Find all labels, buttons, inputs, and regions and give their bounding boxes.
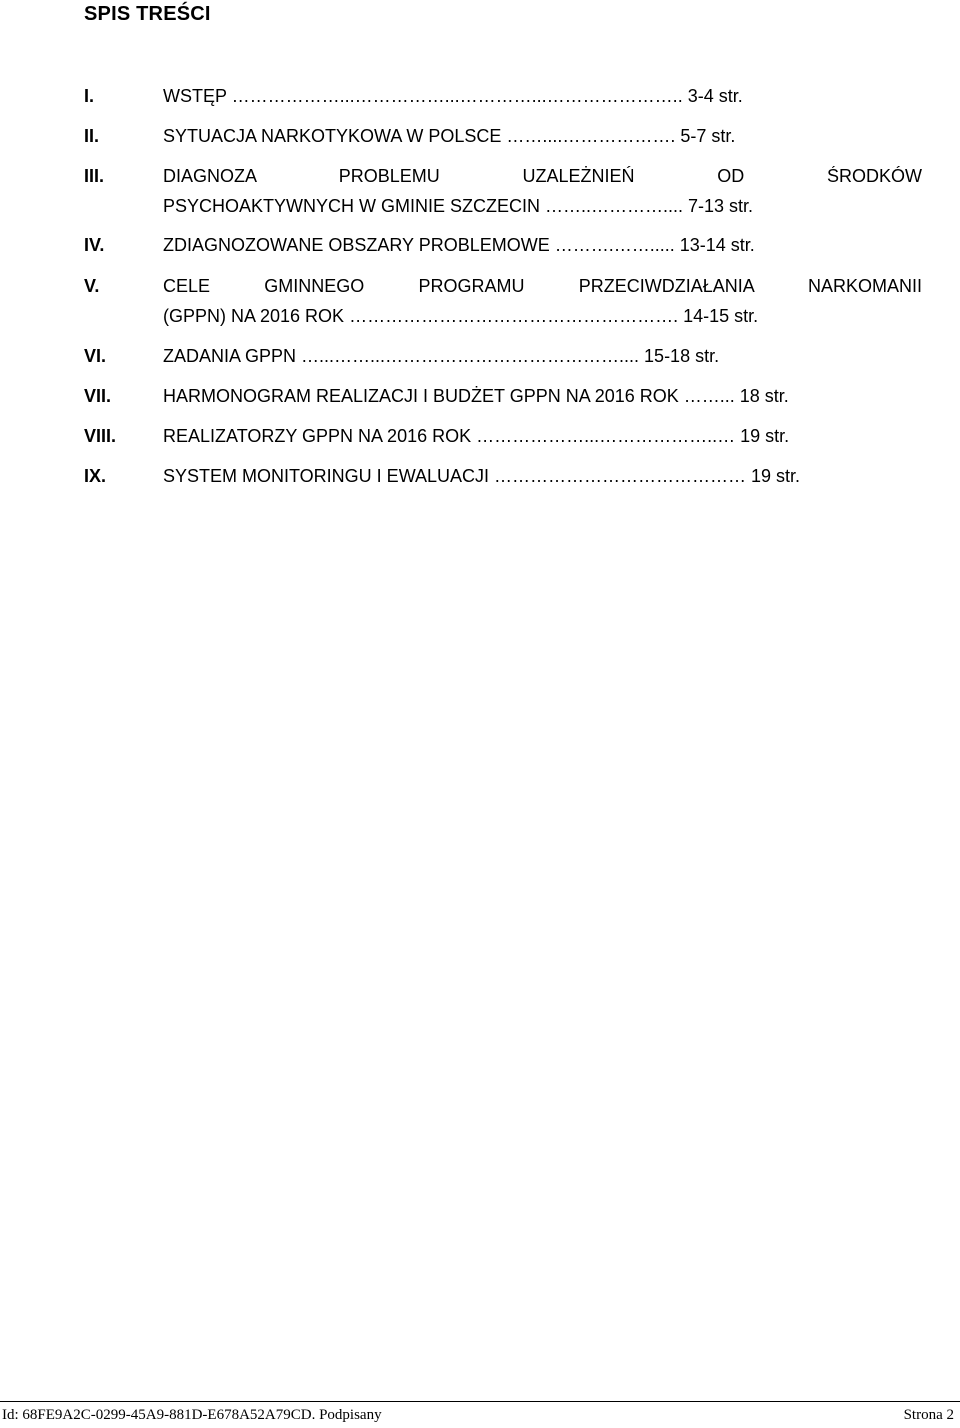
- toc-entry-number: III.: [84, 166, 105, 186]
- page-number: Strona 2: [903, 1407, 954, 1423]
- toc-entry-text: ZDIAGNOZOWANE OBSZARY PROBLEMOWE ……….……..... 13-14 str.: [163, 235, 755, 255]
- document-id-footer: Id: 68FE9A2C-0299-45A9-881D-E678A52A79CD. Podpisany: [2, 1407, 382, 1423]
- toc-entry-text: CELE GMINNEGO PROGRAMU PRZECIWDZIAŁANIA NARKOMANII: [163, 276, 922, 296]
- toc-entry-text: HARMONOGRAM REALIZACJI I BUDŻET GPPN NA 2016 ROK ……... 18 str.: [163, 386, 789, 406]
- toc-entry-number: VIII.: [84, 426, 117, 446]
- footer-divider: [0, 1401, 960, 1402]
- toc-entry-text: ZADANIA GPPN …...……...………………………………….... 15-18 str.: [163, 346, 720, 366]
- toc-entry-text: REALIZATORZY GPPN NA 2016 ROK ………………...………………..… 19 str.: [163, 426, 790, 446]
- toc-entry-text: DIAGNOZA PROBLEMU UZALEŻNIEŃ OD ŚRODKÓW: [163, 166, 922, 186]
- toc-entry-number: VI.: [84, 346, 107, 366]
- toc-entry-number: I.: [84, 86, 95, 106]
- toc-entry-text: WSTĘP ………………...……………...…………...………………….. 3-4 str.: [163, 86, 743, 106]
- toc-entry-number: VII.: [84, 386, 112, 406]
- toc-entry-text-continued: (GPPN) NA 2016 ROK ………………………………………………. 14-15 str.: [163, 306, 759, 326]
- toc-entry-number: IV.: [84, 235, 105, 255]
- toc-entry-number: V.: [84, 276, 100, 296]
- toc-entry-number: II.: [84, 126, 100, 146]
- toc-entry-text: SYSTEM MONITORINGU I EWALUACJI …………………………………… 19 str.: [163, 466, 801, 486]
- toc-entry-text-continued: PSYCHOAKTYWNYCH W GMINIE SZCZECIN ……..………….... 7-13 str.: [163, 196, 754, 216]
- toc-entry-text: SYTUACJA NARKOTYKOWA W POLSCE ……....………………. 5-7 str.: [163, 126, 736, 146]
- toc-entry-number: IX.: [84, 466, 107, 486]
- page-title: SPIS TREŚCI: [84, 3, 211, 25]
